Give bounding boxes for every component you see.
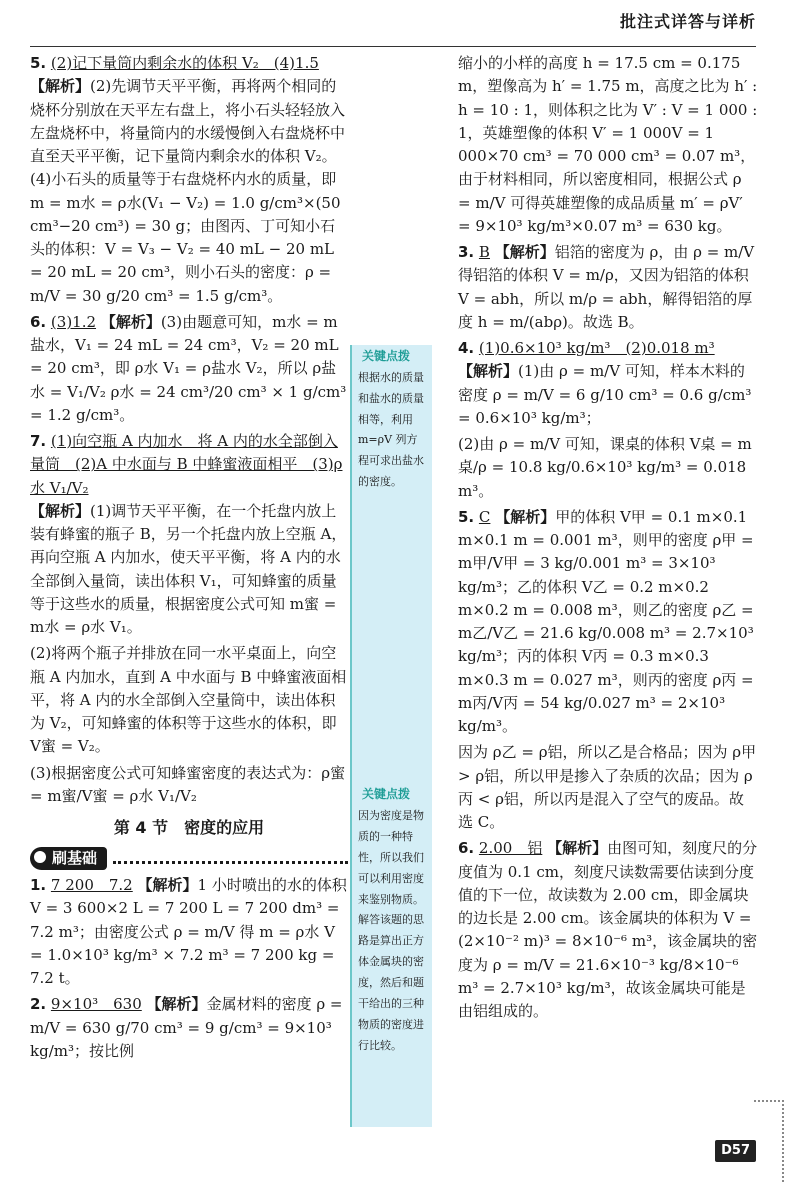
corner-decoration	[754, 1100, 784, 1182]
base-answer-5: 5. C 【解析】甲的体积 V甲 = 0.1 m×0.1 m×0.1 m = 0.001 m³，则甲的密度 ρ甲 = m甲/V甲 = 3 kg/0.001 m³ = 3×10³ kg/m³；乙的体积 V乙 = 0.2 m×0.2 m×0.2 m = 0.008 m³，则乙的密度 ρ乙 = m乙/V乙 = 21.6 kg/0.008 m³ = 2.7×10³ kg/m³；丙的体积 V丙 = 0.3 m×0.3 m×0.3 m = 0.027 m³，则丙的密度 ρ丙 = m丙/V丙 = 54 kg/0.027 m³ = 2×10³ kg/m³。	[458, 507, 754, 735]
left-column	[30, 52, 348, 1066]
base-answer-2-cont: 缩小的小样的高度 h = 17.5 cm = 0.175 m，塑像高为 h′ = 1.75 m，高度之比为 h′ : h = 10 : 1，则体积之比为 V′ : V = 1 000 : 1，英雄塑像的体积 V′ = 1 000V = 1 000×70 cm³ = 70 000 cm³ = 0.07 m³，由于材料相同，所以密度相同，根据公式 ρ = m/V 可得英雄塑像的成品质量 m′ = ρV′ = 9×10³ kg/m³×0.07 m³ = 630 kg。	[458, 54, 758, 235]
page-number: D57	[715, 1140, 756, 1162]
base-answer-4: 4. (1)0.6×10³ kg/m³ (2)0.018 m³ 【解析】(1)由 ρ = m/V 可知，样本木料的密度 ρ = m/V = 6 g/10 cm³ = 0.6 g/cm³ = 0.6×10³ kg/m³；	[458, 339, 752, 427]
answer-6: 6. (3)1.2 【解析】(3)由题意可知，m水 = m盐水，V₁ = 24 mL = 24 cm³，V₂ = 20 mL = 20 cm³，即 ρ水 V₁ = ρ盐水 V₂，所以 ρ盐水 = V₁/V₂ ρ水 = 24 cm³/20 cm³ × 1 g/cm³ = 1.2 g/cm³。	[30, 312, 347, 424]
base-answer-3: 3. B 【解析】铝箔的密度为 ρ，由 ρ = m/V 得铝箔的体积 V = m/ρ，又因为铝箔的体积 V = abh，所以 m/ρ = abh，解得铝箔的厚度 h = m/(abρ)。故选 B。	[458, 243, 755, 331]
answer-7-part2: (2)将两个瓶子并排放在同一水平桌面上，向空瓶 A 内加水，直到 A 中水面与 B 中蜂蜜液面相平，将 A 内的水全部倒入空量筒中，读出体积为 V₂，可知蜂蜜的体积等于这些水的体积，即 V蜜 = V₂。	[30, 644, 347, 756]
answer-7: 7. (1)向空瓶 A 内加水 将 A 内的水全部倒入量筒 (2)A 中水面与 B 中蜂蜜液面相平 (3)ρ水 V₁/V₂ 【解析】(1)调节天平平衡，在一个托盘内放上装有蜂蜜的瓶子 B，另一个托盘内放上空瓶 A，再向空瓶 A 内加水，使天平平衡，将 A 内的水全部倒入量筒，读出体积 V₁，可知蜂蜜的质量等于这些水的质量，根据密度公式可知 m蜜 = m水 = ρ水 V₁。	[30, 432, 347, 636]
base-answer-4-part2: (2)由 ρ = m/V 可知，课桌的体积 V桌 = m桌/ρ = 10.8 kg/0.6×10³ kg/m³ = 0.018 m³。	[458, 435, 752, 500]
base-badge: 刷基础	[30, 847, 107, 870]
page-header	[0, 0, 800, 52]
tip-1-title: 关键点拨	[362, 349, 411, 363]
answer-5: 5. (2)记下量筒内剩余水的体积 V₂ (4)1.5 【解析】(2)先调节天平平衡，再将两个相同的烧杯分别放在天平左右盘上，将小石头轻轻放入左盘烧杯中，将量筒内的水缓慢倒入右盘烧杯中直至天平平衡，记下量筒内剩余水的体积 V₂。(4)小石头的质量等于右盘烧杯内水的质量，即 m = m水 = ρ水(V₁ − V₂) = 1.0 g/cm³×(50 cm³−20 cm³) = 30 g；由图丙、丁可知小石头的体积：V = V₃ − V₂ = 40 mL − 20 mL = 20 mL = 20 cm³，则小石头的密度：ρ = m/V = 30 g/20 cm³ = 1.5 g/cm³。	[30, 54, 346, 305]
dotted-rule	[113, 853, 348, 864]
right-column	[458, 52, 758, 1026]
answer-7-part3: (3)根据密度公式可知蜂蜜密度的表达式为：ρ蜜 = m蜜/V蜜 = ρ水 V₁/V₂	[30, 763, 346, 805]
base-answer-1: 1. 7 200 7.2 【解析】1 小时喷出的水的体积 V = 3 600×2 L = 7 200 L = 7 200 dm³ = 7.2 m³；由密度公式 ρ = m/V 得 m = ρ水 V = 1.0×10³ kg/m³ × 7.2 m³ = 7 200 kg = 7.2 t。	[30, 876, 347, 988]
pen-icon	[34, 851, 46, 863]
key-tips-sidebar	[350, 345, 432, 1127]
tip-2-body: 因为密度是物质的一种特性，所以我们可以利用密度来鉴别物质。解答该题的思路是算出正方体金属块的密度，然后和题干给出的三种物质的密度进行比较。	[358, 808, 424, 1052]
header-rule	[30, 46, 756, 47]
header-title: 批注式详答与详析	[619, 12, 756, 31]
tip-2-title: 关键点拨	[362, 787, 411, 802]
base-banner	[30, 847, 348, 870]
base-answer-2: 2. 9×10³ 630 【解析】金属材料的密度 ρ = m/V = 630 g/70 cm³ = 9 g/cm³ = 9×10³ kg/m³；按比例	[30, 995, 343, 1060]
base-answer-6: 6. 2.00 铝 【解析】由图可知，刻度尺的分度值为 0.1 cm，刻度尺读数需要估读到分度值的下一位，故读数为 2.00 cm，即金属块的边长是 2.00 cm。该金属块的体积为 V = (2×10⁻² m)³ = 8×10⁻⁶ m³，该金属块的密度为 ρ = m/V = 21.6×10⁻³ kg/8×10⁻⁶ m³ = 2.7×10³ kg/m³，故该金属块可能是由铝组成的。	[458, 839, 758, 1020]
section-title: 第 4 节 密度的应用	[113, 818, 265, 837]
base-answer-5-part2: 因为 ρ乙 = ρ铝，所以乙是合格品；因为 ρ甲 > ρ铝，所以甲是掺入了杂质的次品；因为 ρ丙 < ρ铝，所以丙是混入了空气的废品。故选 C。	[458, 743, 757, 831]
tip-1-body: 根据水的质量和盐水的质量相等，利用 m=ρV 列方程可求出盐水的密度。	[358, 370, 424, 489]
